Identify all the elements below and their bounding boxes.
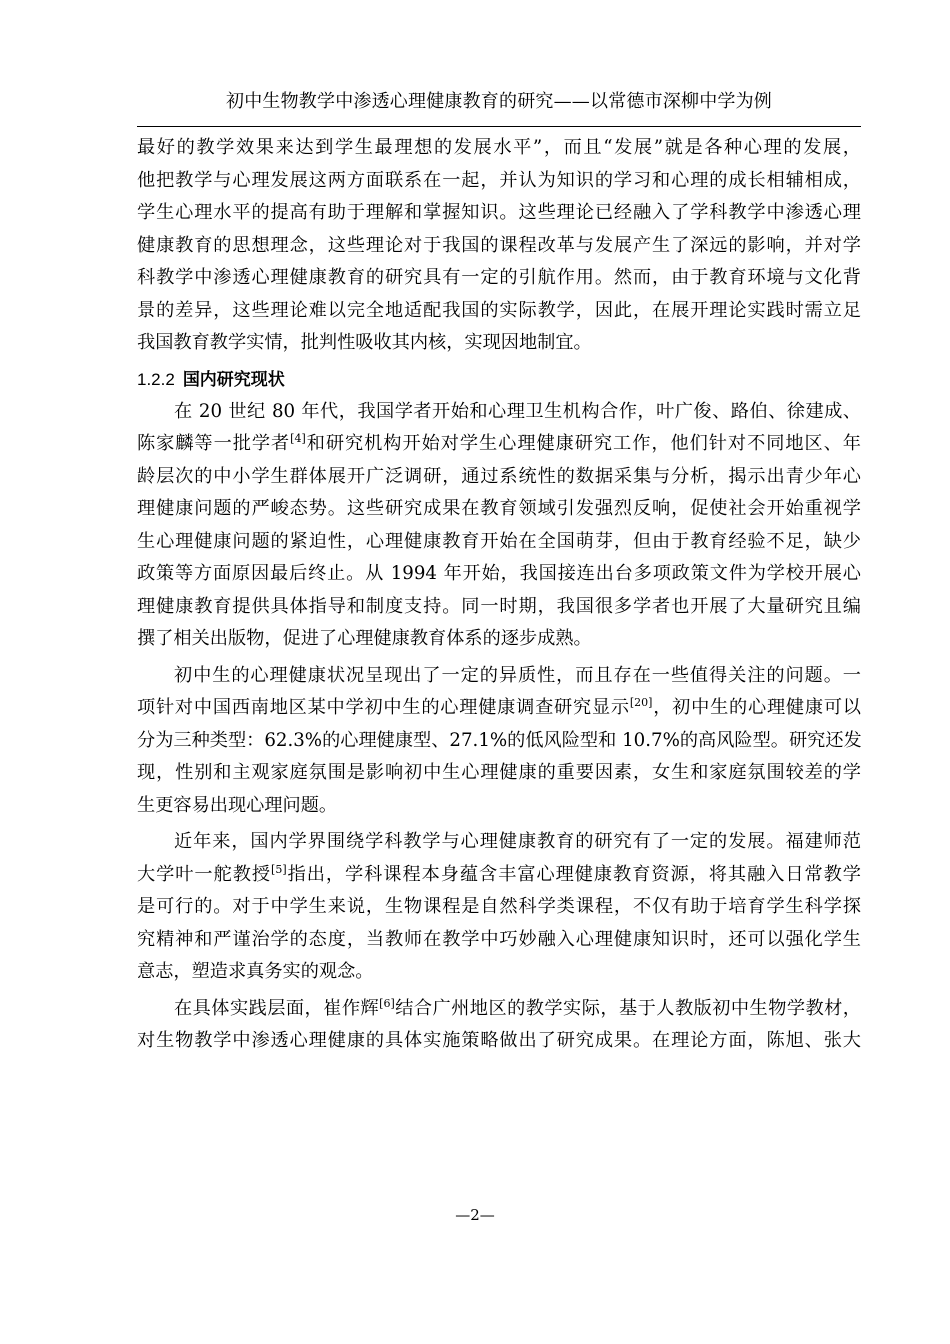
text-line: 龄层次的中小学生群体展开广泛调研，通过系统性的数据采集与分析，揭示出青少年心 — [137, 465, 861, 487]
text-line: 理健康教育提供具体指导和制度支持。同一时期，我国很多学者也开展了大量研究且编 — [137, 595, 861, 617]
text-line: 在 20 世纪 80 年代，我国学者开始和心理卫生机构合作，叶广俊、路伯、徐建成、 — [174, 400, 861, 422]
running-header: 初中生物教学中渗透心理健康教育的研究——以常德市深柳中学为例 — [226, 91, 772, 112]
text-line: 陈家麟等一批学者[4]和研究机构开始对学生心理健康研究工作，他们针对不同地区、年 — [137, 432, 861, 454]
section-title: 国内研究现状 — [182, 369, 285, 390]
header-rule — [137, 126, 861, 127]
text-line: 学生心理水平的提高有助于理解和掌握知识。这些理论已经融入了学科教学中渗透心理 — [137, 202, 861, 223]
body-text — [137, 132, 861, 1058]
text-line: 大学叶一舵教授[5]指出，学科课程本身蕴含丰富心理健康教育资源，将其融入日常教学 — [137, 862, 861, 885]
paragraph — [137, 660, 861, 823]
text-line: 究精神和严谨治学的态度，当教师在教学中巧妙融入心理健康知识时，还可以强化学生 — [137, 928, 861, 950]
text-line: 现，性别和主观家庭氛围是影响初中生心理健康的重要因素，女生和家庭氛围较差的学 — [137, 762, 861, 783]
text-line: 是可行的。对于中学生来说，生物课程是自然科学类课程，不仅有助于培育学生科学探 — [137, 896, 861, 917]
text-line: 最好的教学效果来达到学生最理想的发展水平”，而且“发展”就是各种心理的发展， — [137, 137, 861, 158]
section-heading — [137, 364, 861, 396]
text-line: 初中生的心理健康状况呈现出了一定的异质性，而且存在一些值得关注的问题。一 — [174, 664, 861, 686]
text-line: 他把教学与心理发展这两方面联系在一起，并认为知识的学习和心理的成长相辅相成， — [137, 169, 861, 191]
text-line: 科教学中渗透心理健康教育的研究具有一定的引航作用。然而，由于教育环境与文化背 — [137, 267, 861, 288]
citation-ref: [5] — [271, 862, 287, 876]
text-line: 撰了相关出版物，促进了心理健康教育体系的逐步成熟。 — [137, 628, 592, 649]
citation-ref: [6] — [379, 996, 395, 1010]
text-line: 我国教育教学实情，批判性吸收其内核，实现因地制宜。 — [137, 332, 592, 353]
citation-ref: [20] — [629, 696, 653, 709]
text-line: 政策等方面原因最后终止。从 1994 年开始，我国接连出台多项政策文件为学校开展心 — [137, 563, 861, 584]
text-line: 景的差异，这些理论难以完全地适配我国的实际教学，因此，在展开理论实践时需立足 — [137, 299, 861, 321]
paragraph — [137, 826, 861, 989]
text-line: 生更容易出现心理问题。 — [137, 794, 338, 816]
text-line: 理健康问题的严峻态势。这些研究成果在教育领域引发强烈反响，促使社会开始重视学 — [137, 498, 861, 519]
text-line: 近年来，国内学界围绕学科教学与心理健康教育的研究有了一定的发展。福建师范 — [174, 831, 861, 852]
page-number: —2— — [455, 1206, 495, 1224]
text-line: 分为三种类型：62.3%的心理健康型、27.1%的低风险型和 10.7%的高风险型。研究还发 — [137, 729, 862, 751]
text-line: 意志，塑造求真务实的观念。 — [137, 961, 374, 982]
citation-ref: [4] — [290, 432, 306, 445]
paragraph — [137, 396, 861, 656]
text-line: 项针对中国西南地区某中学初中生的心理健康调查研究显示[20]，初中生的心理健康可以 — [137, 696, 861, 718]
text-line: 健康教育的思想理念，这些理论对于我国的课程改革与发展产生了深远的影响，并对学 — [137, 234, 861, 256]
text-line: 生心理健康问题的紧迫性，心理健康教育开始在全国萌芽，但由于教育经验不足，缺少 — [137, 530, 861, 552]
text-line: 在具体实践层面，崔作辉[6]结合广州地区的教学实际，基于人教版初中生物学教材， — [174, 996, 861, 1019]
paragraph-continued — [137, 132, 861, 360]
paragraph — [137, 993, 861, 1058]
section-number: 1.2.2 — [137, 369, 175, 389]
text-line: 对生物教学中渗透心理健康的具体实施策略做出了研究成果。在理论方面，陈旭、张大 — [137, 1030, 861, 1051]
